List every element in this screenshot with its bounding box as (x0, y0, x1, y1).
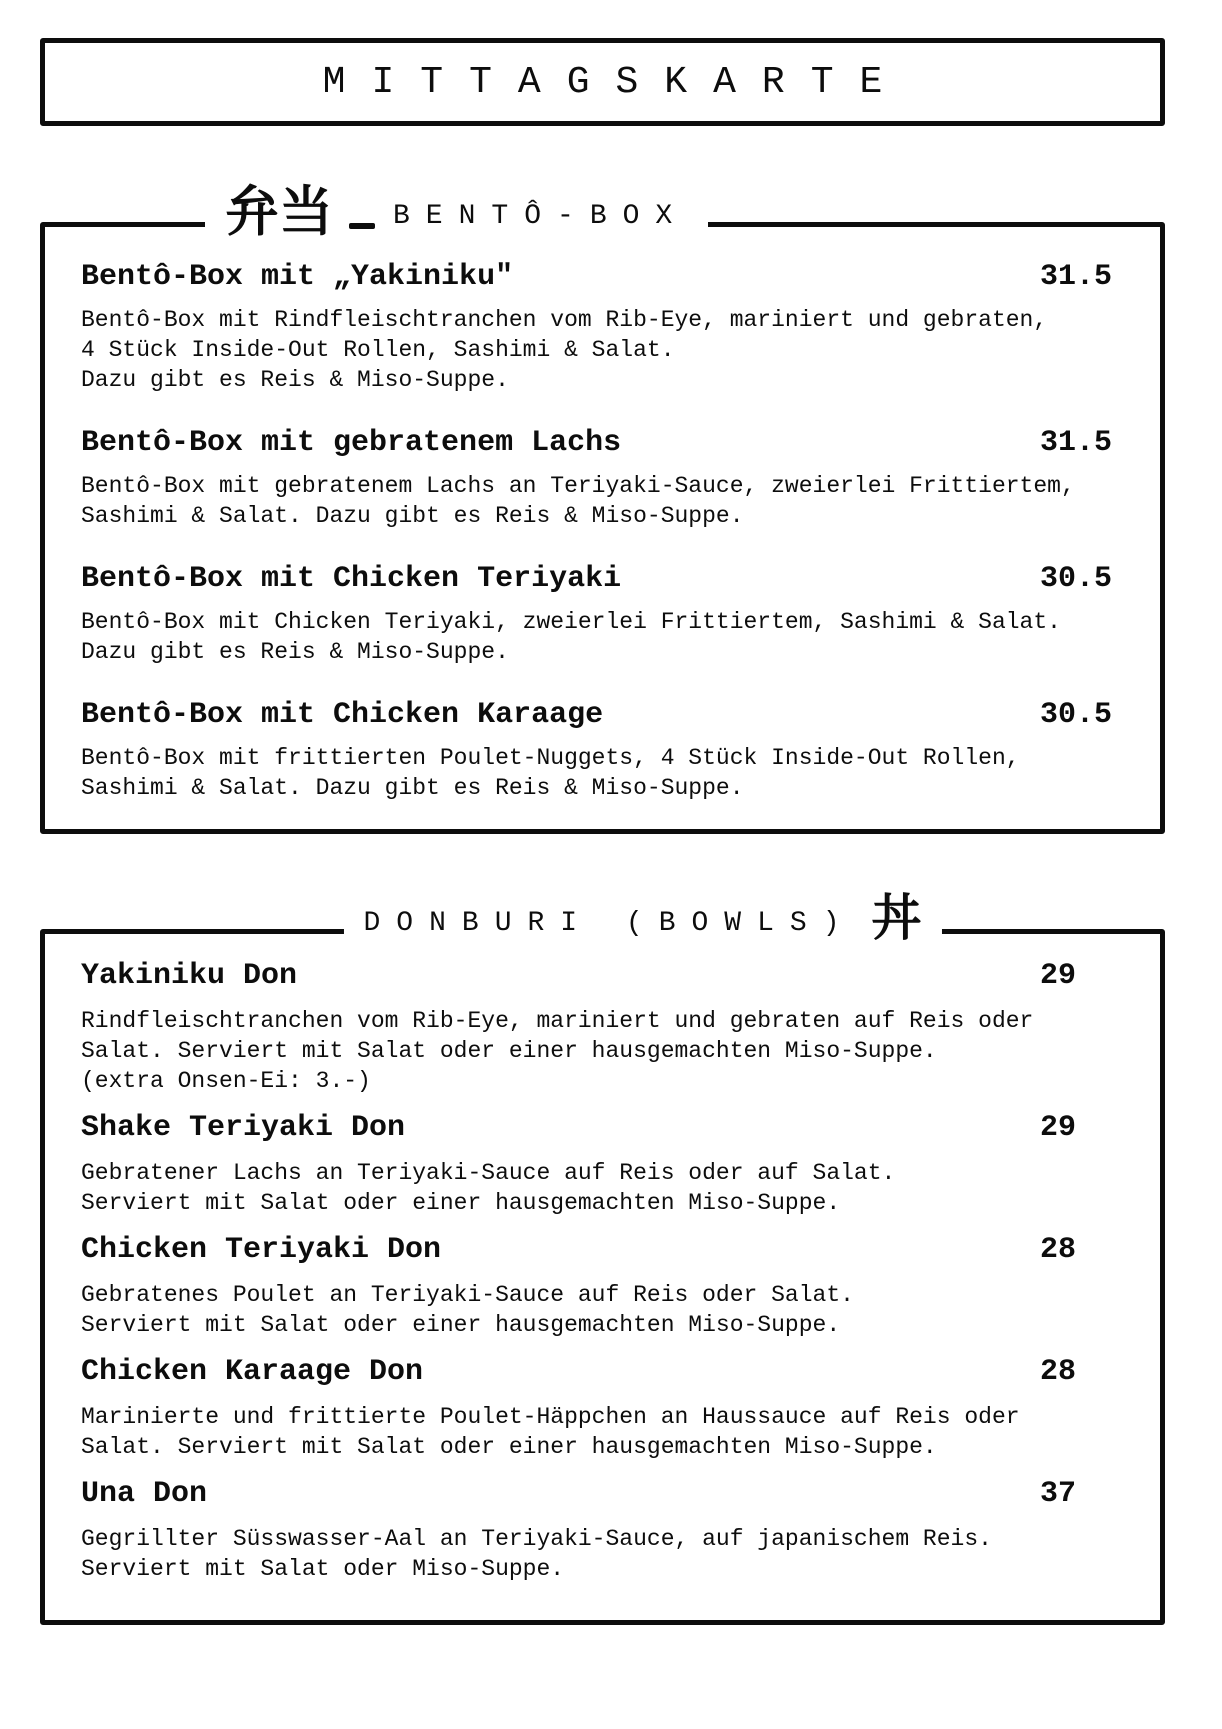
menu-item (81, 1354, 1124, 1462)
item-description-line: Sashimi & Salat. Dazu gibt es Reis & Miso-Suppe. (81, 775, 744, 801)
item-name: Una Don (81, 1477, 208, 1511)
item-price: 29 (1040, 1111, 1077, 1145)
item-price: 37 (1040, 1477, 1077, 1511)
item-description-line: Bentô-Box mit Chicken Teriyaki, zweierlei Frittiertem, Sashimi & Salat. (81, 609, 1061, 635)
section-donburi-items (81, 958, 1124, 1584)
item-name: Bentô-Box mit Chicken Teriyaki (81, 562, 622, 596)
item-price: 28 (1040, 1233, 1077, 1267)
menu-title: MITTAGSKARTE (322, 60, 909, 104)
item-description-line: Dazu gibt es Reis & Miso-Suppe. (81, 639, 509, 665)
menu-title-box (40, 38, 1165, 126)
item-description-line: Marinierte und frittierte Poulet-Häppchen an Haussauce auf Reis oder (81, 1404, 1020, 1430)
item-description (81, 471, 1124, 531)
item-description-line: Serviert mit Salat oder Miso-Suppe. (81, 1556, 565, 1582)
section-donburi-heading: DONBURI (BOWLS) (363, 907, 856, 939)
menu-item (81, 1476, 1124, 1584)
item-price: 30.5 (1040, 562, 1113, 596)
item-description-line: Serviert mit Salat oder einer hausgemachten Miso-Suppe. (81, 1312, 841, 1338)
item-name: Chicken Teriyaki Don (81, 1233, 442, 1267)
item-description (81, 1280, 1124, 1340)
item-price: 29 (1040, 959, 1077, 993)
item-description-line: Gegrillter Süsswasser-Aal an Teriyaki-Sauce, auf japanischem Reis. (81, 1526, 992, 1552)
item-description-line: Bentô-Box mit gebratenem Lachs an Teriyaki-Sauce, zweierlei Frittiertem, (81, 473, 1075, 499)
item-description-line: Rindfleischtranchen vom Rib-Eye, mariniert und gebraten auf Reis oder (81, 1008, 1034, 1034)
item-description-line: Serviert mit Salat oder einer hausgemachten Miso-Suppe. (81, 1190, 841, 1216)
section-donburi (40, 888, 1165, 1625)
item-description-line: Gebratenes Poulet an Teriyaki-Sauce auf Reis oder Salat. (81, 1282, 854, 1308)
menu-item (81, 958, 1124, 1096)
item-name: Yakiniku Don (81, 959, 298, 993)
item-description-line: Bentô-Box mit frittierten Poulet-Nuggets, 4 Stück Inside-Out Rollen, (81, 745, 1020, 771)
menu-item (81, 1232, 1124, 1340)
menu-item (81, 561, 1124, 667)
item-description (81, 743, 1124, 803)
item-description (81, 1006, 1124, 1096)
item-price: 31.5 (1040, 260, 1113, 294)
section-bento-items (81, 259, 1124, 803)
item-description (81, 1524, 1124, 1584)
menu-item (81, 697, 1124, 803)
item-name: Bentô-Box mit gebratenem Lachs (81, 426, 622, 460)
item-description (81, 305, 1124, 395)
menu-item (81, 425, 1124, 531)
menu-item-head (81, 259, 1124, 295)
section-bento-header (205, 179, 708, 243)
header-dash-icon (349, 223, 375, 229)
section-bento-heading: BENTÔ-BOX (393, 200, 689, 232)
section-bento-box (40, 179, 1165, 834)
item-description-line: Gebratener Lachs an Teriyaki-Sauce auf Reis oder auf Salat. (81, 1160, 896, 1186)
menu-item-head (81, 1110, 1124, 1146)
menu-item-head (81, 1354, 1124, 1390)
menu-item (81, 259, 1124, 395)
section-donburi-header (343, 888, 941, 947)
menu-item-head (81, 697, 1124, 733)
item-name: Bentô-Box mit Chicken Karaage (81, 698, 604, 732)
menu-item-head (81, 958, 1124, 994)
donburi-kanji: 丼 (871, 888, 922, 947)
item-description-line: Sashimi & Salat. Dazu gibt es Reis & Miso-Suppe. (81, 503, 744, 529)
item-description (81, 607, 1124, 667)
item-price: 31.5 (1040, 426, 1113, 460)
item-name: Bentô-Box mit „Yakiniku" (81, 260, 514, 294)
item-description-line: Salat. Serviert mit Salat oder einer hausgemachten Miso-Suppe. (81, 1434, 937, 1460)
item-description-line: Bentô-Box mit Rindfleischtranchen vom Rib-Eye, mariniert und gebraten, (81, 307, 1048, 333)
item-description (81, 1158, 1124, 1218)
item-name: Chicken Karaage Don (81, 1355, 424, 1389)
menu-item-head (81, 1476, 1124, 1512)
bento-kanji: 弁当 (225, 179, 333, 243)
item-price: 30.5 (1040, 698, 1113, 732)
item-price: 28 (1040, 1355, 1077, 1389)
item-description-line: 4 Stück Inside-Out Rollen, Sashimi & Salat. (81, 337, 675, 363)
item-description-line: Dazu gibt es Reis & Miso-Suppe. (81, 367, 509, 393)
menu-item-head (81, 561, 1124, 597)
menu-item-head (81, 425, 1124, 461)
menu-item (81, 1110, 1124, 1218)
item-description-line: (extra Onsen-Ei: 3.-) (81, 1068, 371, 1094)
item-description (81, 1402, 1124, 1462)
menu-item-head (81, 1232, 1124, 1268)
item-name: Shake Teriyaki Don (81, 1111, 406, 1145)
item-description-line: Salat. Serviert mit Salat oder einer hausgemachten Miso-Suppe. (81, 1038, 937, 1064)
